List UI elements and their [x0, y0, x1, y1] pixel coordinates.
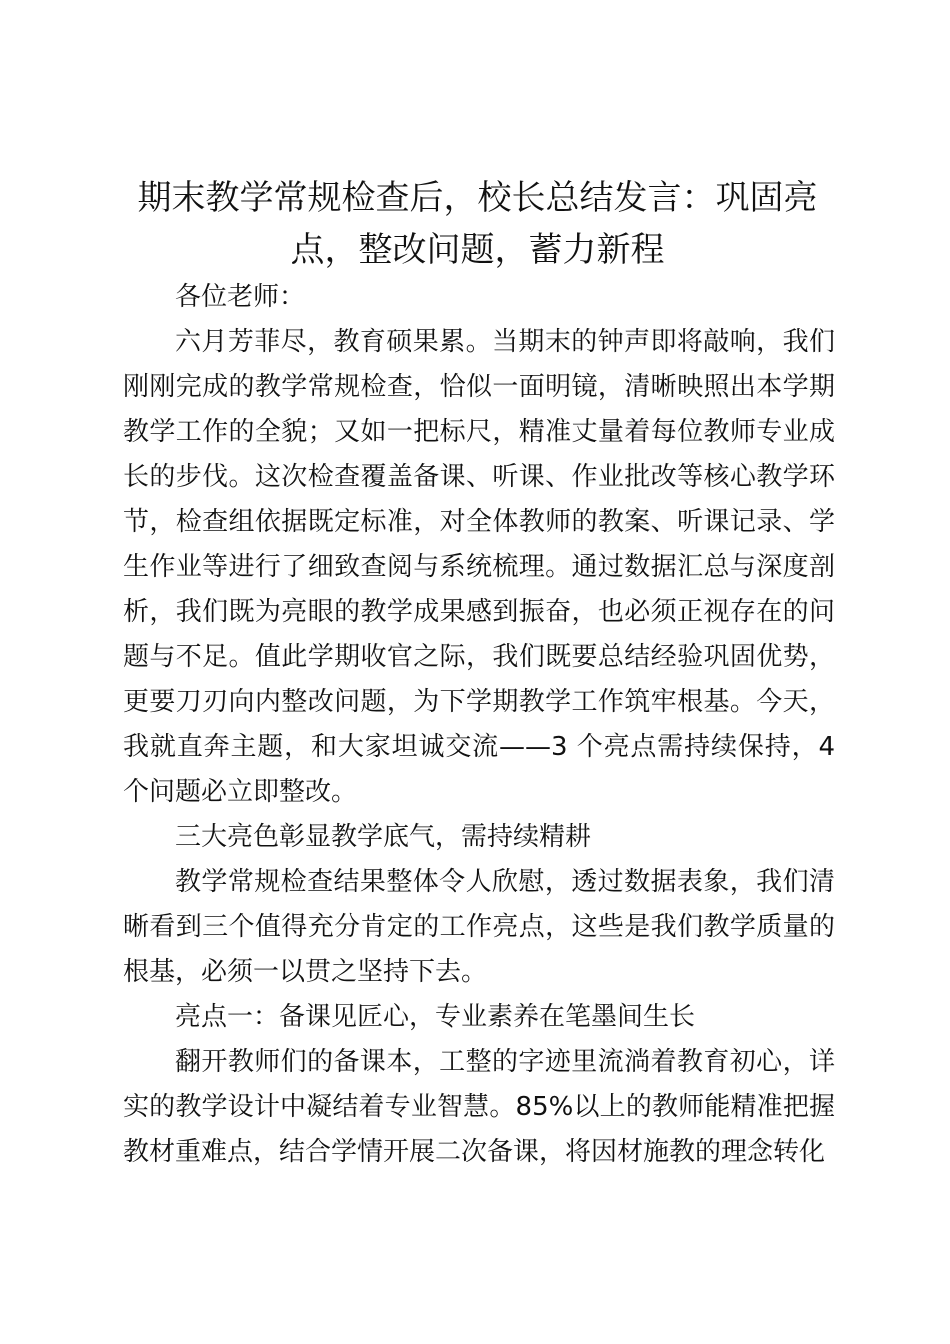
subsection-heading: 亮点一：备课见匠心，专业素养在笔墨间生长: [175, 1002, 696, 1032]
intro-paragraph: 六月芳菲尽，教育硕果累。当期末的钟声即将敲响，我们刚刚完成的教学常规检查，恰似一面明镜，清晰映照出本学期教学工作的全貌；又如一把标尺，精准丈量着每位教师专业成长的步伐。这次检查覆盖备课、听课、作业批改等核心教学环节，检查组依据既定标准，对全体教师的教案、听课记录、学生作业等进行了细致查阅与系统梳理。通过数据汇总与深度剖析，我们既为亮眼的教学成果感到振奋，也必须正视存在的问题与不足。值此学期收官之际，我们既要总结经验巩固优势，更要刀刃向内整改问题，为下学期教学工作筑牢根基。今天，我就直奔主题，和大家坦诚交流——3 个亮点需持续保持，4 个问题必立即整改。: [123, 327, 835, 807]
document-title: 期末教学常规检查后，校长总结发言：巩固亮点，整改问题，蓄力新程: [137, 178, 818, 270]
body-paragraph: 翻开教师们的备课本，工整的字迹里流淌着教育初心，详实的教学设计中凝结着专业智慧。85%以上的教师能精准把握教材重难点，结合学情开展二次备课，将因材施教的理念转化: [123, 1047, 835, 1167]
salutation-paragraph: 各位老师：: [175, 282, 306, 312]
section-heading: 三大亮色彰显教学底气，需持续精耕: [175, 822, 592, 852]
section-intro-paragraph: 教学常规检查结果整体令人欣慰，透过数据表象，我们清晰看到三个值得充分肯定的工作亮点，这些是我们教学质量的根基，必须一以贯之坚持下去。: [123, 867, 835, 987]
document-body: [123, 275, 835, 1175]
